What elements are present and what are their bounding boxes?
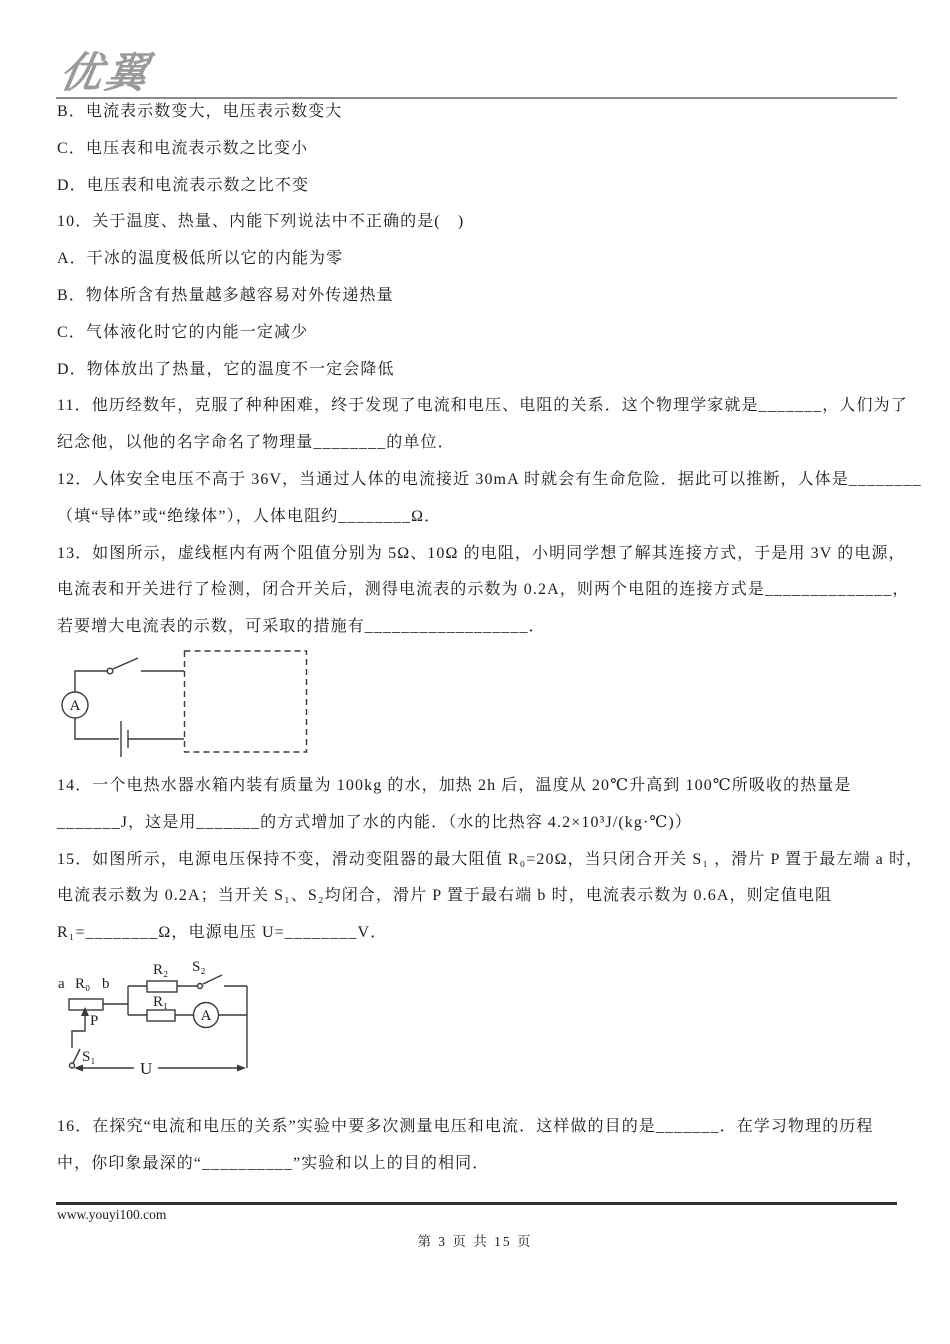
q12-line1: 12．人体安全电压不高于 36V，当通过人体的电流接近 30mA 时就会有生命危险．据此可以推断，人体是________: [57, 470, 922, 488]
q10-option-d: D．物体放出了热量，它的温度不一定会降低: [57, 360, 395, 378]
resistor-r2-symbol: [147, 981, 177, 992]
q13-circuit-figure: [57, 646, 902, 768]
q9-option-c: C．电压表和电流表示数之比变小: [57, 139, 309, 157]
q13-line2: 电流表和开关进行了检测，闭合开关后，测得电流表的示数为 0.2A，则两个电阻的连接方式是______________，: [57, 581, 910, 599]
circuit-diagram-q13: [57, 646, 313, 761]
rheostat-symbol: [69, 999, 103, 1010]
q14-line2: _______J，这是用_______的方式增加了水的内能．（水的比热容 4.2×10³J/(kg·℃)）: [57, 813, 692, 831]
q15-circuit-figure: [57, 955, 902, 1109]
voltage-arrow-left-head: [74, 1064, 83, 1071]
q16-line2: 中，你印象最深的“__________”实验和以上的目的相同．: [57, 1154, 490, 1172]
q11-line2: 纪念他，以他的名字命名了物理量________的单位．: [57, 434, 455, 452]
q9-option-d: D．电压表和电流表示数之比不变: [57, 176, 310, 194]
mystery-dashed-box: [185, 651, 307, 752]
switch-s2-blade: [203, 975, 222, 984]
rheostat-r0-label: R₀: [75, 975, 91, 992]
wire: [75, 671, 107, 692]
q15-line2: 电流表示数为 0.2A；当开关 S₁、S₂均闭合，滑片 P 置于最右端 b 时，电流表示数为 0.6A，则定值电阻: [57, 887, 833, 905]
youyi-logo: 优翼: [55, 51, 155, 97]
switch-s1-label: S₁: [82, 1048, 96, 1065]
switch-s1-blade: [73, 1049, 80, 1063]
resistor-r2-label: R₂: [153, 961, 169, 978]
q10-option-b: B．物体所含有热量越多越容易对外传递热量: [57, 286, 394, 304]
footer-divider: [56, 1202, 897, 1205]
source-voltage-u-label: U: [140, 1058, 153, 1078]
q12-line2: （填“导体”或“绝缘体”），人体电阻约________Ω．: [57, 507, 442, 525]
switch-pivot: [107, 668, 113, 674]
rheostat-terminal-a-label: a: [58, 975, 65, 992]
footer-website-url: www.youyi100.com: [57, 1207, 167, 1222]
switch-s2-label: S₂: [192, 958, 206, 975]
q10-option-c: C．气体液化时它的内能一定减少: [57, 323, 309, 341]
q15-line1: 15．如图所示，电源电压保持不变，滑动变阻器的最大阻值 R₀=20Ω，当只闭合开关 S₁ ，滑片 P 置于最左端 a 时，: [57, 850, 924, 868]
q14-line1: 14．一个电热水器水箱内装有质量为 100kg 的水，加热 2h 后，温度从 20℃升高到 100℃所吸收的热量是: [57, 776, 852, 794]
resistor-r1-symbol: [147, 1010, 175, 1021]
q10-option-a: A．干冰的温度极低所以它的内能为零: [57, 250, 344, 268]
ammeter-label: A: [69, 697, 81, 714]
voltage-arrow-right-head: [237, 1064, 246, 1071]
q11-line1: 11．他历经数年，克服了种种困难，终于发现了电流和电压、电阻的关系．这个物理学家就是_______，人们为了: [57, 397, 908, 415]
q13-line1: 13．如图所示，虚线框内有两个阻值分别为 5Ω、10Ω 的电阻，小明同学想了解其连接方式，于是用 3V 的电源，: [57, 544, 906, 562]
circuit-diagram-q15: [50, 955, 262, 1081]
q16-line1: 16．在探究“电流和电压的关系”实验中要多次测量电压和电流．这样做的目的是_______．在学习物理的历程: [57, 1117, 874, 1135]
switch-s2-pivot: [198, 983, 203, 988]
slider-arrow-head: [81, 1007, 89, 1016]
exam-content: [57, 94, 924, 1183]
q13-line3: 若要增大电流表的示数，可采取的措施有__________________．: [57, 618, 546, 636]
q10-stem: 10．关于温度、热量、内能下列说法中不正确的是( ): [57, 213, 465, 231]
wire: [75, 718, 119, 739]
switch-blade: [113, 658, 138, 669]
rheostat-terminal-b-label: b: [102, 975, 110, 992]
switch-s1-pivot: [70, 1063, 75, 1068]
ammeter-label: A: [200, 1007, 212, 1024]
slider-p-label: P: [90, 1012, 99, 1029]
q9-option-b: B．电流表示数变大，电压表示数变大: [57, 103, 343, 120]
q15-line3: R₁=________Ω，电源电压 U=________V．: [57, 924, 388, 942]
resistor-r1-label: R₁: [153, 993, 169, 1010]
footer-page-number: 第 3 页 共 15 页: [417, 1234, 533, 1249]
wire: [72, 1028, 85, 1048]
